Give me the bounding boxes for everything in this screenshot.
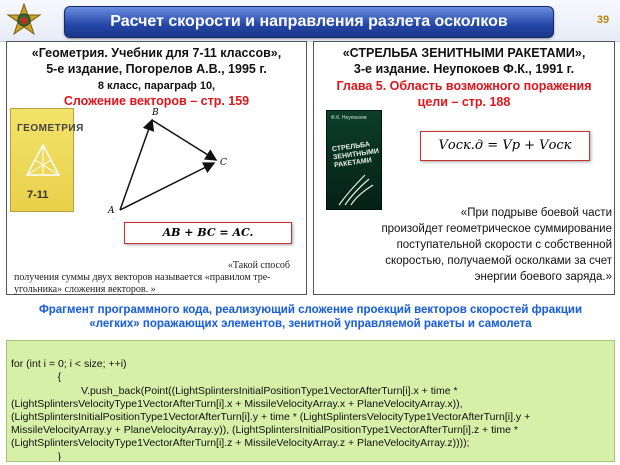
slide-title: Расчет скорости и направления разлета осколков — [64, 6, 554, 38]
right-quote-line1: «При подрыве боевой части — [460, 207, 612, 219]
code-line: { — [11, 371, 62, 384]
book-grades: 7-11 — [27, 189, 49, 201]
triangle-emblem-icon — [25, 143, 61, 177]
right-quote-line2: произойдет геометрическое суммирование — [381, 223, 612, 235]
right-quote-line5: энергии боевого заряда.» — [474, 271, 612, 283]
right-quote-line3: поступательной скорости с собственной — [396, 239, 612, 251]
point-c-label: C — [220, 158, 227, 168]
velocity-sum-formula: Vоск.д = Vр + Vоск — [420, 131, 590, 161]
right-title-line2: 3-е издание. Неупокоев Ф.К., 1991 г. — [353, 62, 575, 76]
right-quote — [330, 205, 612, 289]
left-quote — [14, 260, 300, 294]
left-quote-line2: получения суммы двух векторов называется «правилом тре- — [14, 272, 271, 283]
code-caption — [6, 303, 615, 333]
code-line: (LightSplintersVelocityType1VectorAfterTurn[i].x + MissileVelocityArray.x + PlaneVelocityArray.x)), — [11, 397, 463, 410]
caption-line1: Фрагмент программного кода, реализующий сложение проекций векторов скоростей фракции — [38, 304, 583, 316]
left-highlight: Сложение векторов – стр. 159 — [63, 94, 250, 108]
left-quote-line1: «Такой способ — [227, 260, 290, 271]
book-title: СТРЕЛЬБА ЗЕНИТНЫМИ РАКЕТАМИ — [331, 141, 380, 170]
missile-book-cover — [326, 110, 382, 210]
vector-triangle-diagram — [108, 110, 238, 218]
right-highlight-line1: Глава 5. Область возможного поражения — [336, 79, 592, 93]
page-number: 39 — [596, 14, 610, 26]
code-line: V.push_back(Point((LightSplintersInitialPositionType1VectorAfterTurn[i].x + time * — [11, 384, 458, 397]
caption-line2: «легких» поражающих элементов, зенитной управляемой ракеты и самолета — [89, 318, 532, 330]
missile-trail-icon — [335, 171, 375, 207]
point-b-label: B — [152, 108, 159, 118]
code-line: for (int i = 0; i < size; ++i) — [11, 358, 127, 371]
geometry-book-cover — [10, 108, 84, 212]
code-block — [6, 340, 615, 462]
left-quote-line3: угольника» сложения векторов. » — [14, 284, 156, 295]
point-a-label: A — [108, 206, 115, 216]
code-line: (LightSplintersVelocityType1VectorAfterTurn[i].z + MissileVelocityArray.z + PlaneVelocityArray.z)))); — [11, 437, 470, 450]
left-title-line1: «Геометрия. Учебник для 7-11 классов», — [31, 46, 282, 60]
code-line: MissileVelocityArray.y + PlaneVelocityArray.y)), (LightSplintersInitialPositionType1VectorAfterTurn[i].z + time * — [11, 424, 518, 437]
book-author: Ф.К. Неупокоев — [331, 115, 367, 121]
right-title-line1: «СТРЕЛЬБА ЗЕНИТНЫМИ РАКЕТАМИ», — [342, 46, 586, 60]
left-title-line2: 5-е издание, Погорелов А.В., 1995 г. — [46, 62, 267, 76]
shield-star-icon — [6, 3, 42, 39]
right-highlight-line2: цели – стр. 188 — [417, 95, 511, 109]
code-line: } — [11, 450, 62, 462]
book-title: ГЕОМЕТРИЯ — [17, 123, 84, 134]
right-quote-line4: скоростью, получаемой осколками за счет — [385, 255, 612, 267]
code-line: (LightSplintersInitialPositionType1VectorAfterTurn[i].y + time * (LightSplintersVelocityType1VectorAfterTurn[i].y + — [11, 411, 531, 424]
left-subtitle: 8 класс, параграф 10, — [97, 80, 216, 92]
vector-sum-formula: AB + BC = AC. — [124, 222, 292, 244]
